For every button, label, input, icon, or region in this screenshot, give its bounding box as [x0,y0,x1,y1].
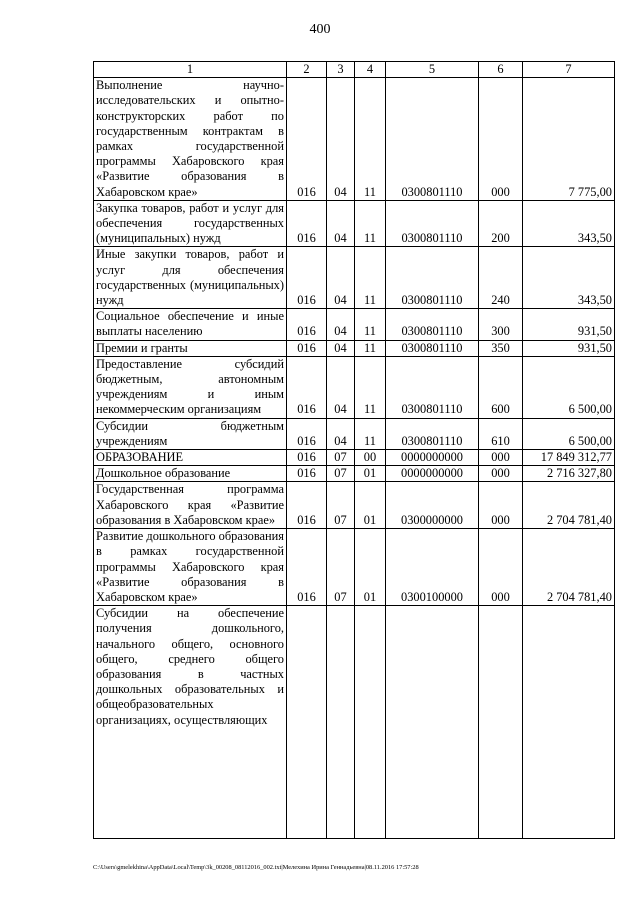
row-value-cell: 610 [479,418,523,449]
row-value-cell: 016 [287,529,327,606]
row-value-cell: 016 [287,482,327,529]
row-name-cell: Субсидии бюджетным учреждениям [94,418,287,449]
footer-file-path: C:\Users\gmelekhina\AppData\Local\Temp\3k_00208_08112016_002.txt|Мелехина Ирина Геннадьевна|08.11.2016 17:57:28 [93,864,419,871]
row-value-cell: 00 [355,450,386,466]
table-row [94,78,615,201]
row-value-cell: 016 [287,450,327,466]
row-value-cell: 2 704 781,40 [523,482,615,529]
row-value-cell: 0300801110 [386,418,479,449]
row-value-cell [287,606,327,838]
table-header-row [94,62,615,78]
row-value-cell: 0000000000 [386,466,479,482]
row-value-cell: 016 [287,466,327,482]
column-header: 5 [386,62,479,78]
row-value-cell: 04 [327,340,355,356]
table-row [94,340,615,356]
row-value-cell: 0300801110 [386,356,479,418]
row-value-cell: 016 [287,200,327,247]
row-value-cell: 343,50 [523,247,615,309]
row-value-cell: 0300801110 [386,78,479,201]
row-value-cell: 11 [355,356,386,418]
table-row [94,356,615,418]
row-value-cell: 016 [287,356,327,418]
row-value-cell: 11 [355,200,386,247]
row-value-cell: 240 [479,247,523,309]
row-name-cell: ОБРАЗОВАНИЕ [94,450,287,466]
row-name-cell: Социальное обеспечение и иные выплаты населению [94,309,287,340]
row-value-cell: 2 716 327,80 [523,466,615,482]
column-header: 6 [479,62,523,78]
row-value-cell: 600 [479,356,523,418]
row-value-cell: 343,50 [523,200,615,247]
row-value-cell: 0300000000 [386,482,479,529]
row-value-cell: 0300801110 [386,309,479,340]
row-name-cell: Государственная программа Хабаровского края «Развитие образования в Хабаровском крае» [94,482,287,529]
row-value-cell: 931,50 [523,340,615,356]
column-header: 3 [327,62,355,78]
row-value-cell: 11 [355,78,386,201]
row-value-cell: 6 500,00 [523,418,615,449]
row-name-cell: Выполнение научно-исследовательских и опытно-конструкторских работ по государственным контрактам в рамках государственной программы Хабаровского края «Развитие образования в Хабаровском крае» [94,78,287,201]
row-value-cell: 016 [287,309,327,340]
row-value-cell: 11 [355,418,386,449]
row-value-cell: 07 [327,466,355,482]
row-value-cell: 0300100000 [386,529,479,606]
row-value-cell: 04 [327,418,355,449]
row-value-cell [479,606,523,838]
column-header: 4 [355,62,386,78]
row-value-cell: 000 [479,529,523,606]
row-value-cell: 01 [355,466,386,482]
row-value-cell: 11 [355,340,386,356]
row-value-cell: 000 [479,482,523,529]
row-value-cell: 016 [287,340,327,356]
row-value-cell: 04 [327,200,355,247]
row-value-cell: 0300801110 [386,247,479,309]
row-value-cell: 000 [479,466,523,482]
row-value-cell: 07 [327,450,355,466]
table-row [94,466,615,482]
budget-table [93,61,615,839]
table-row [94,418,615,449]
column-header: 7 [523,62,615,78]
row-value-cell: 11 [355,309,386,340]
row-name-cell: Иные закупки товаров, работ и услуг для обеспечения государственных (муниципальных) нужд [94,247,287,309]
row-value-cell: 04 [327,356,355,418]
column-header: 2 [287,62,327,78]
row-value-cell: 2 704 781,40 [523,529,615,606]
row-value-cell: 17 849 312,77 [523,450,615,466]
row-value-cell: 0000000000 [386,450,479,466]
row-name-cell: Дошкольное образование [94,466,287,482]
row-value-cell: 931,50 [523,309,615,340]
row-value-cell [523,606,615,838]
row-value-cell: 04 [327,309,355,340]
table-row [94,482,615,529]
table-row [94,450,615,466]
row-value-cell: 7 775,00 [523,78,615,201]
row-value-cell: 016 [287,247,327,309]
row-value-cell: 6 500,00 [523,356,615,418]
row-value-cell: 0300801110 [386,340,479,356]
table-row [94,606,615,838]
row-value-cell: 016 [287,418,327,449]
row-value-cell: 04 [327,247,355,309]
row-value-cell: 350 [479,340,523,356]
row-name-cell: Предоставление субсидий бюджетным, автономным учреждениям и иным некоммерческим организациям [94,356,287,418]
row-value-cell: 07 [327,529,355,606]
table-row [94,309,615,340]
row-name-cell: Премии и гранты [94,340,287,356]
row-value-cell [386,606,479,838]
row-value-cell: 11 [355,247,386,309]
table-row [94,247,615,309]
row-value-cell: 000 [479,78,523,201]
row-name-cell: Закупка товаров, работ и услуг для обеспечения государственных (муниципальных) нужд [94,200,287,247]
row-value-cell: 000 [479,450,523,466]
row-value-cell: 300 [479,309,523,340]
row-value-cell: 04 [327,78,355,201]
table-row [94,529,615,606]
row-value-cell: 01 [355,529,386,606]
row-value-cell: 200 [479,200,523,247]
column-header: 1 [94,62,287,78]
row-value-cell [355,606,386,838]
row-value-cell: 07 [327,482,355,529]
row-name-cell: Развитие дошкольного образования в рамках государственной программы Хабаровского края «Развитие образования в Хабаровском крае» [94,529,287,606]
page-number: 400 [309,22,331,37]
row-value-cell: 01 [355,482,386,529]
row-value-cell [327,606,355,838]
row-value-cell: 0300801110 [386,200,479,247]
row-name-cell: Субсидии на обеспечение получения дошкольного, начального общего, основного общего, среднего общего образования в частных дошкольных образовательных и общеобразовательных организациях, осуществляющих [94,606,287,838]
row-value-cell: 016 [287,78,327,201]
table-row [94,200,615,247]
